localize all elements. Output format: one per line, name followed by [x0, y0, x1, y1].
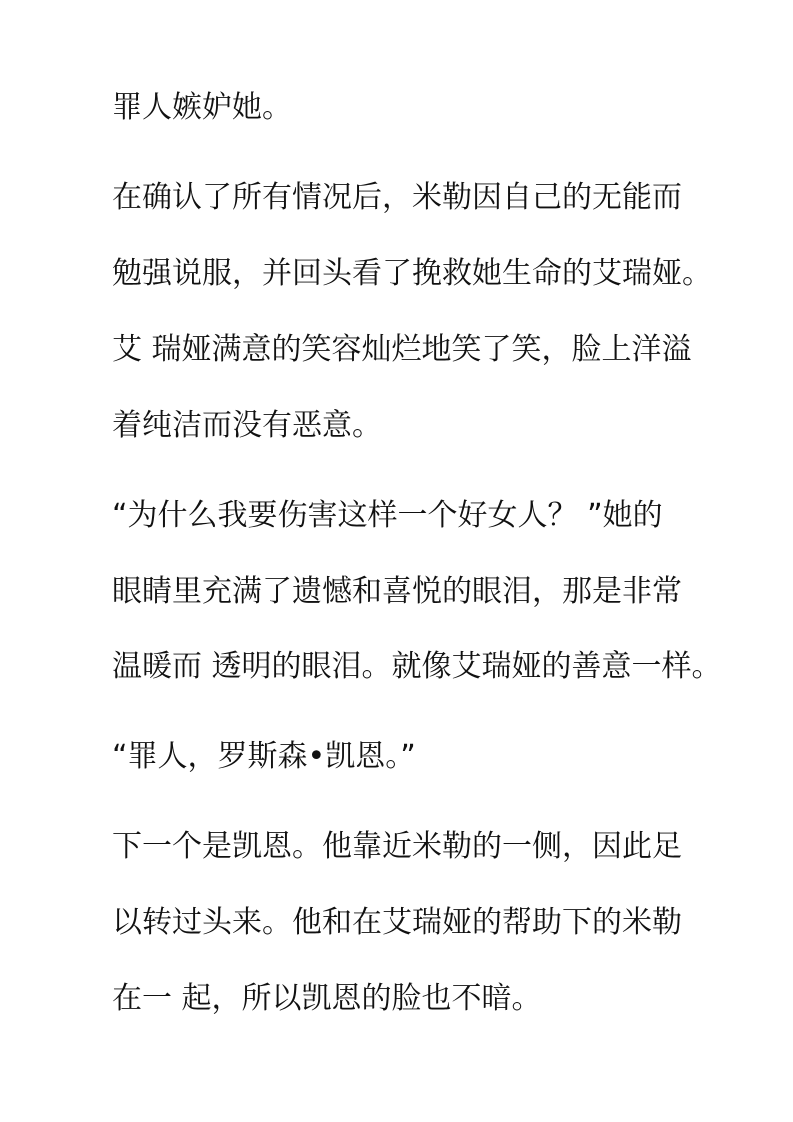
- text-line-5: 着纯洁而没有恶意。: [112, 408, 382, 443]
- text-line-6: “为什么我要伤害这样一个好女人？ ”她的: [112, 498, 663, 533]
- text-line-7: 眼睛里充满了遗憾和喜悦的眼泪，那是非常: [112, 574, 682, 609]
- text-line-8: 温暖而 透明的眼泪。就像艾瑞娅的善意一样。: [112, 649, 722, 684]
- text-line-2: 在确认了所有情况后，米勒因自己的无能而: [112, 180, 682, 215]
- text-line-10: 下一个是凯恩。他靠近米勒的一侧，因此足: [112, 829, 682, 864]
- text-line-11: 以转过头来。他和在艾瑞娅的帮助下的米勒: [112, 905, 682, 940]
- text-line-12: 在一 起，所以凯恩的脸也不暗。: [112, 981, 542, 1016]
- text-line-1: 罪人嫉妒她。: [112, 90, 292, 125]
- text-line-3: 勉强说服，并回头看了挽救她生命的艾瑞娅。: [112, 256, 712, 291]
- text-line-4: 艾 瑞娅满意的笑容灿烂地笑了笑，脸上洋溢: [112, 332, 692, 367]
- text-line-9: “罪人，罗斯森•凯恩。”: [112, 739, 416, 774]
